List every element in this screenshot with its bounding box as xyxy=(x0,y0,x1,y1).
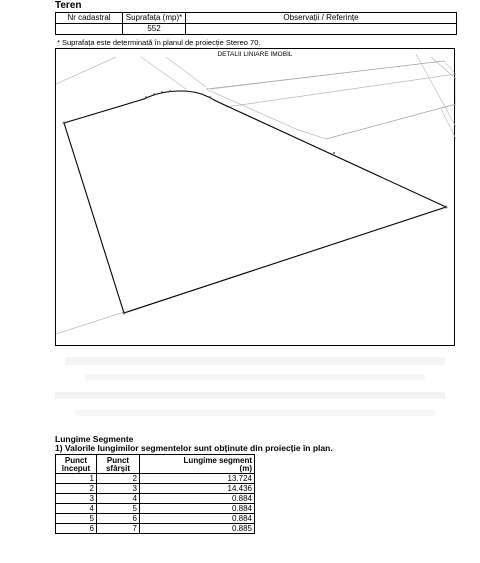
row-start: 1 xyxy=(56,474,97,484)
cell-observatii xyxy=(186,24,457,35)
row-end: 3 xyxy=(97,484,140,494)
row-end: 7 xyxy=(97,524,140,534)
header-end-line2: sfârșit xyxy=(105,464,130,473)
cadastral-data-row xyxy=(56,24,457,35)
header-start-line2: început xyxy=(61,464,91,473)
header-length-line2: (m) xyxy=(239,464,252,473)
cell-suprafata: 552 xyxy=(123,24,186,35)
cadastral-header-row xyxy=(56,13,457,24)
row-end: 2 xyxy=(97,474,140,484)
row-length: 13.724 xyxy=(140,474,255,484)
vertex-markers xyxy=(63,90,447,314)
header-end-point xyxy=(97,455,140,474)
table-row xyxy=(56,524,255,534)
segments-header-row xyxy=(56,455,255,474)
row-length: 0.884 xyxy=(140,494,255,504)
row-end: 5 xyxy=(97,504,140,514)
row-length: 0.885 xyxy=(140,524,255,534)
header-nr-cadastral: Nr cadastral xyxy=(56,13,123,24)
header-segment-length xyxy=(140,455,255,474)
row-start: 6 xyxy=(56,524,97,534)
row-start: 4 xyxy=(56,504,97,514)
neighbor-lines xyxy=(56,54,456,334)
table-row xyxy=(56,474,255,484)
row-start: 5 xyxy=(56,514,97,524)
header-observatii: Observații / Referințe xyxy=(186,13,457,24)
header-length-line1: Lungime segment xyxy=(183,456,252,465)
road-band xyxy=(206,61,456,139)
segments-note: 1) Valorile lungimilor segmentelor sunt obținute din proiecție în plan. xyxy=(55,443,333,453)
table-row xyxy=(56,494,255,504)
row-start: 2 xyxy=(56,484,97,494)
table-row xyxy=(56,504,255,514)
linear-details-title: DETALII LINIARE IMOBIL xyxy=(217,51,293,58)
row-start: 3 xyxy=(56,494,97,504)
table-row xyxy=(56,514,255,524)
surface-footnote: * Suprafața este determinată în planul de proiecție Stereo 70. xyxy=(57,38,261,47)
parcel-outline xyxy=(64,91,446,313)
parcel-plan-drawing xyxy=(56,49,456,347)
row-end: 4 xyxy=(97,494,140,504)
row-length: 0.884 xyxy=(140,504,255,514)
linear-details-panel xyxy=(55,48,455,346)
header-start-line1: Punct xyxy=(64,456,88,465)
segments-table xyxy=(55,454,255,534)
row-length: 0.884 xyxy=(140,514,255,524)
cell-nr-cadastral xyxy=(56,24,123,35)
table-row xyxy=(56,484,255,494)
header-end-line1: Punct xyxy=(106,456,130,465)
scan-artifact xyxy=(55,352,455,432)
section-title-teren: Teren xyxy=(55,0,82,11)
cadastral-table xyxy=(55,12,457,35)
segments-title: Lungime Segmente xyxy=(55,434,134,444)
header-start-point xyxy=(56,455,97,474)
row-end: 6 xyxy=(97,514,140,524)
row-length: 14.436 xyxy=(140,484,255,494)
header-suprafata: Suprafața (mp)* xyxy=(123,13,186,24)
